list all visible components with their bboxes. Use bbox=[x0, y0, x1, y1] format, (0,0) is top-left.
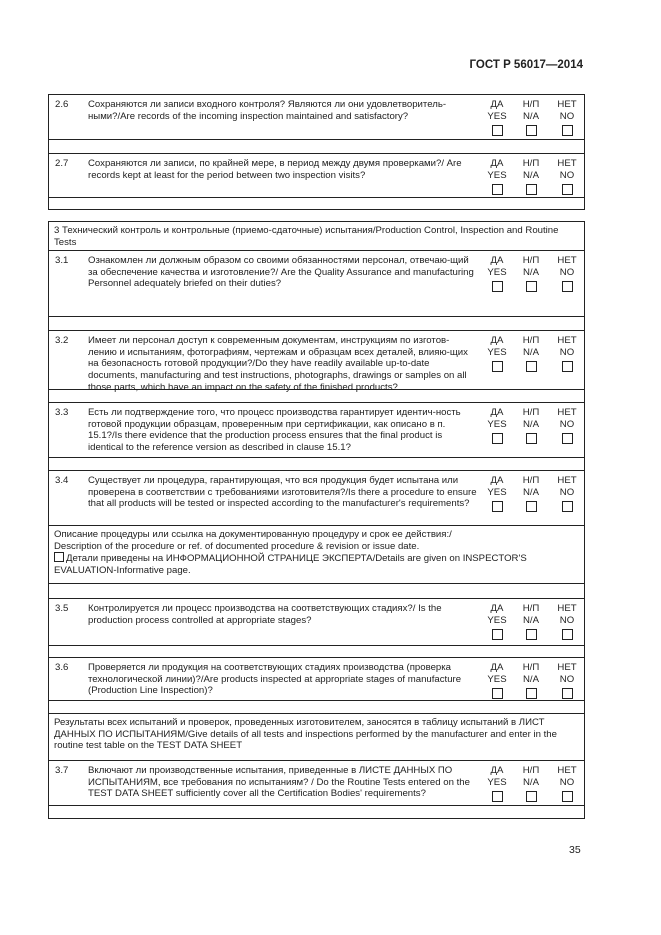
answer-yes bbox=[482, 603, 512, 640]
blank-row bbox=[49, 390, 584, 403]
question-row-q32 bbox=[49, 331, 584, 393]
question-text: Включают ли производственные испытания, приведенные в ЛИСТЕ ДАННЫХ ПО ИСПЫТАНИЯМ, все требования по испытаниям? / Do the Routine Tests entered on the TEST DATA SHEET sufficiently cover all the Certification Bodies' requirements? bbox=[88, 765, 470, 800]
description-line-2: Description of the procedure or ref. of documented procedure & revision or issue date. bbox=[54, 540, 420, 552]
answer-label-ru: ДА bbox=[490, 603, 504, 614]
answer-label-ru: НЕТ bbox=[557, 603, 577, 614]
answer-label-en: YES bbox=[487, 346, 507, 358]
answer-no bbox=[552, 662, 582, 699]
question-row-q31 bbox=[49, 251, 584, 317]
answer-label-ru: ДА bbox=[490, 662, 504, 673]
question-row-q33 bbox=[49, 403, 584, 458]
na-checkbox[interactable] bbox=[526, 791, 537, 802]
question-text: Имеет ли персонал доступ к современным документам, инструкциям по изготов-лению и испытаниям, фотографиям, чертежам и образцам всех деталей, влияю-щих на безопасность готовой продукции?/Do they have readily available up-to-date documents, manufacturing and test instructions, photographs, drawings or samples on all those parts, which have an impact on the safety of the finished products? bbox=[88, 335, 468, 393]
answer-label-ru: Н/П bbox=[522, 407, 540, 418]
answer-yes bbox=[482, 99, 512, 136]
answer-no bbox=[552, 603, 582, 640]
answer-label-ru: Н/П bbox=[522, 603, 540, 614]
answer-label-ru: НЕТ bbox=[557, 255, 577, 266]
blank-row bbox=[49, 646, 584, 658]
yes-checkbox[interactable] bbox=[492, 688, 503, 699]
answer-label-ru: ДА bbox=[490, 407, 504, 418]
na-checkbox[interactable] bbox=[526, 281, 537, 292]
answer-label-ru: ДА bbox=[490, 765, 504, 776]
no-checkbox[interactable] bbox=[562, 791, 573, 802]
answer-yes bbox=[482, 662, 512, 699]
question-number: 3.4 bbox=[55, 475, 69, 486]
answer-label-en: NO bbox=[559, 486, 575, 498]
answer-label-ru: НЕТ bbox=[557, 158, 577, 169]
question-row-q27 bbox=[49, 154, 584, 198]
no-checkbox[interactable] bbox=[562, 688, 573, 699]
answer-label-en: NO bbox=[559, 266, 575, 278]
blank-row bbox=[49, 701, 584, 714]
na-checkbox[interactable] bbox=[526, 361, 537, 372]
blank-row bbox=[49, 584, 584, 599]
answer-label-en: YES bbox=[487, 418, 507, 430]
checklist-table-3 bbox=[48, 221, 585, 819]
answer-label-en: NO bbox=[559, 169, 575, 181]
page-number: 35 bbox=[569, 844, 581, 856]
answer-na bbox=[516, 335, 546, 372]
procedure-description bbox=[49, 526, 584, 584]
no-checkbox[interactable] bbox=[562, 629, 573, 640]
answer-na bbox=[516, 255, 546, 292]
results-note: Результаты всех испытаний и проверок, проведенных изготовителем, заносятся в таблицу испытаний в ЛИСТ ДАННЫХ ПО ИСПЫТАНИЯМ/Give details of all tests and inspections performed by the manufacturer and enter in the routine test table on the TEST DATA SHEET bbox=[49, 714, 584, 761]
yes-checkbox[interactable] bbox=[492, 361, 503, 372]
answer-yes bbox=[482, 158, 512, 195]
answer-label-en: N/A bbox=[523, 418, 539, 430]
answer-no bbox=[552, 99, 582, 136]
question-number: 3.6 bbox=[55, 662, 69, 673]
details-checkbox-label: Детали приведены на ИНФОРМАЦИОННОЙ СТРАНИЦЕ ЭКСПЕРТА/Details are given on INSPECTOR'S EVALUATION-Informative page. bbox=[54, 553, 527, 577]
blank-row bbox=[49, 806, 584, 819]
question-text: Существует ли процедура, гарантирующая, что вся продукция будет испытана или проверена в соответствии с требованиями изготовителя?/Is there a procedure to ensure that all products will be tested or inspected according to the manufacturer's requirements? bbox=[88, 475, 477, 510]
answer-label-en: NO bbox=[559, 110, 575, 122]
no-checkbox[interactable] bbox=[562, 433, 573, 444]
answer-na bbox=[516, 158, 546, 195]
answer-na bbox=[516, 603, 546, 640]
question-row-q35 bbox=[49, 599, 584, 646]
answer-no bbox=[552, 255, 582, 292]
answer-label-en: NO bbox=[559, 418, 575, 430]
answer-label-ru: ДА bbox=[490, 475, 504, 486]
no-checkbox[interactable] bbox=[562, 125, 573, 136]
yes-checkbox[interactable] bbox=[492, 791, 503, 802]
question-text: Сохраняются ли записи входного контроля? Являются ли они удовлетворитель-ными?/Are records of the incoming inspection maintained and satisfactory? bbox=[88, 99, 447, 122]
answer-yes bbox=[482, 765, 512, 802]
answer-label-ru: НЕТ bbox=[557, 662, 577, 673]
answer-label-en: N/A bbox=[523, 614, 539, 626]
question-number: 3.3 bbox=[55, 407, 69, 418]
answer-no bbox=[552, 158, 582, 195]
blank-row bbox=[49, 458, 584, 471]
na-checkbox[interactable] bbox=[526, 688, 537, 699]
yes-checkbox[interactable] bbox=[492, 629, 503, 640]
answer-label-ru: Н/П bbox=[522, 158, 540, 169]
na-checkbox[interactable] bbox=[526, 501, 537, 512]
answer-label-en: N/A bbox=[523, 169, 539, 181]
question-number: 3.2 bbox=[55, 335, 69, 346]
question-text: Проверяется ли продукция на соответствующих стадиях производства (проверка технологической линии)?/Are products inspected at appropriate stages of manufacture (Production Line Inspection)? bbox=[88, 662, 462, 697]
question-text: Есть ли подтверждение того, что процесс производства гарантирует идентич-ность готовой продукции образцам, проверенным при сертификации, как описано в п. 15.1?/Is there evidence that the production process ensures that the final product is identical to the reference version as described in clause 15.1? bbox=[88, 407, 461, 454]
answer-label-en: YES bbox=[487, 110, 507, 122]
answer-label-en: NO bbox=[559, 614, 575, 626]
question-row-q34 bbox=[49, 471, 584, 526]
answer-label-en: NO bbox=[559, 776, 575, 788]
na-checkbox[interactable] bbox=[526, 433, 537, 444]
question-row-q37 bbox=[49, 761, 584, 806]
answer-label-en: N/A bbox=[523, 486, 539, 498]
answer-label-ru: Н/П bbox=[522, 475, 540, 486]
question-row-q26 bbox=[49, 95, 584, 140]
answer-label-ru: ДА bbox=[490, 158, 504, 169]
answer-label-ru: ДА bbox=[490, 335, 504, 346]
answer-na bbox=[516, 475, 546, 512]
answer-label-ru: Н/П bbox=[522, 335, 540, 346]
answer-label-en: N/A bbox=[523, 346, 539, 358]
answer-na bbox=[516, 407, 546, 444]
answer-label-en: N/A bbox=[523, 266, 539, 278]
question-number: 2.6 bbox=[55, 99, 69, 110]
answer-label-en: N/A bbox=[523, 110, 539, 122]
answer-no bbox=[552, 475, 582, 512]
answer-label-en: NO bbox=[559, 673, 575, 685]
answer-label-en: YES bbox=[487, 776, 507, 788]
answer-yes bbox=[482, 255, 512, 292]
yes-checkbox[interactable] bbox=[492, 184, 503, 195]
question-text: Ознакомлен ли должным образом со своими обязанностями персонал, отвечаю-щий за обеспечение качества и изготовление?/ Are the Quality Assurance and manufacturing Personnel adequately briefed on their duties? bbox=[88, 255, 474, 290]
answer-label-ru: НЕТ bbox=[557, 475, 577, 486]
answer-label-ru: Н/П bbox=[522, 255, 540, 266]
answer-label-ru: Н/П bbox=[522, 662, 540, 673]
answer-label-ru: НЕТ bbox=[557, 335, 577, 346]
yes-checkbox[interactable] bbox=[492, 281, 503, 292]
answer-no bbox=[552, 765, 582, 802]
question-number: 3.7 bbox=[55, 765, 69, 776]
yes-checkbox[interactable] bbox=[492, 125, 503, 136]
answer-label-en: YES bbox=[487, 169, 507, 181]
standard-header: ГОСТ Р 56017—2014 bbox=[469, 59, 583, 71]
answer-label-en: YES bbox=[487, 486, 507, 498]
answer-label-ru: НЕТ bbox=[557, 99, 577, 110]
question-text: Сохраняются ли записи, по крайней мере, в период между двумя проверками?/ Are records kept at least for the period between two inspection visits? bbox=[88, 158, 462, 181]
answer-yes bbox=[482, 475, 512, 512]
answer-no bbox=[552, 407, 582, 444]
question-number: 3.5 bbox=[55, 603, 69, 614]
answer-label-en: YES bbox=[487, 673, 507, 685]
answer-label-en: N/A bbox=[523, 673, 539, 685]
blank-row bbox=[49, 198, 584, 210]
na-checkbox[interactable] bbox=[526, 184, 537, 195]
yes-checkbox[interactable] bbox=[492, 501, 503, 512]
answer-label-ru: НЕТ bbox=[557, 407, 577, 418]
no-checkbox[interactable] bbox=[562, 501, 573, 512]
answer-na bbox=[516, 765, 546, 802]
answer-no bbox=[552, 335, 582, 372]
question-row-q36 bbox=[49, 658, 584, 701]
na-checkbox[interactable] bbox=[526, 629, 537, 640]
blank-row bbox=[49, 317, 584, 331]
no-checkbox[interactable] bbox=[562, 281, 573, 292]
checklist-table-2 bbox=[48, 94, 585, 210]
answer-na bbox=[516, 99, 546, 136]
answer-label-en: YES bbox=[487, 614, 507, 626]
answer-yes bbox=[482, 407, 512, 444]
question-number: 2.7 bbox=[55, 158, 69, 169]
details-checkbox[interactable] bbox=[54, 552, 64, 562]
answer-label-en: N/A bbox=[523, 776, 539, 788]
answer-label-en: YES bbox=[487, 266, 507, 278]
answer-na bbox=[516, 662, 546, 699]
blank-row bbox=[49, 140, 584, 154]
answer-label-ru: ДА bbox=[490, 255, 504, 266]
answer-label-ru: ДА bbox=[490, 99, 504, 110]
no-checkbox[interactable] bbox=[562, 184, 573, 195]
na-checkbox[interactable] bbox=[526, 125, 537, 136]
question-number: 3.1 bbox=[55, 255, 69, 266]
answer-yes bbox=[482, 335, 512, 372]
answer-label-ru: НЕТ bbox=[557, 765, 577, 776]
question-text: Контролируется ли процесс производства на соответствующих стадиях?/ Is the production process controlled at appropriate stages? bbox=[88, 603, 442, 626]
description-line-1: Описание процедуры или ссылка на документированную процедуру и срок ее действия:/ bbox=[54, 529, 452, 540]
answer-label-ru: Н/П bbox=[522, 99, 540, 110]
answer-label-ru: Н/П bbox=[522, 765, 540, 776]
no-checkbox[interactable] bbox=[562, 361, 573, 372]
yes-checkbox[interactable] bbox=[492, 433, 503, 444]
answer-label-en: NO bbox=[559, 346, 575, 358]
section-heading: 3 Технический контроль и контрольные (приемо-сдаточные) испытания/Production Control, Inspection and Routine Tests bbox=[49, 222, 584, 251]
